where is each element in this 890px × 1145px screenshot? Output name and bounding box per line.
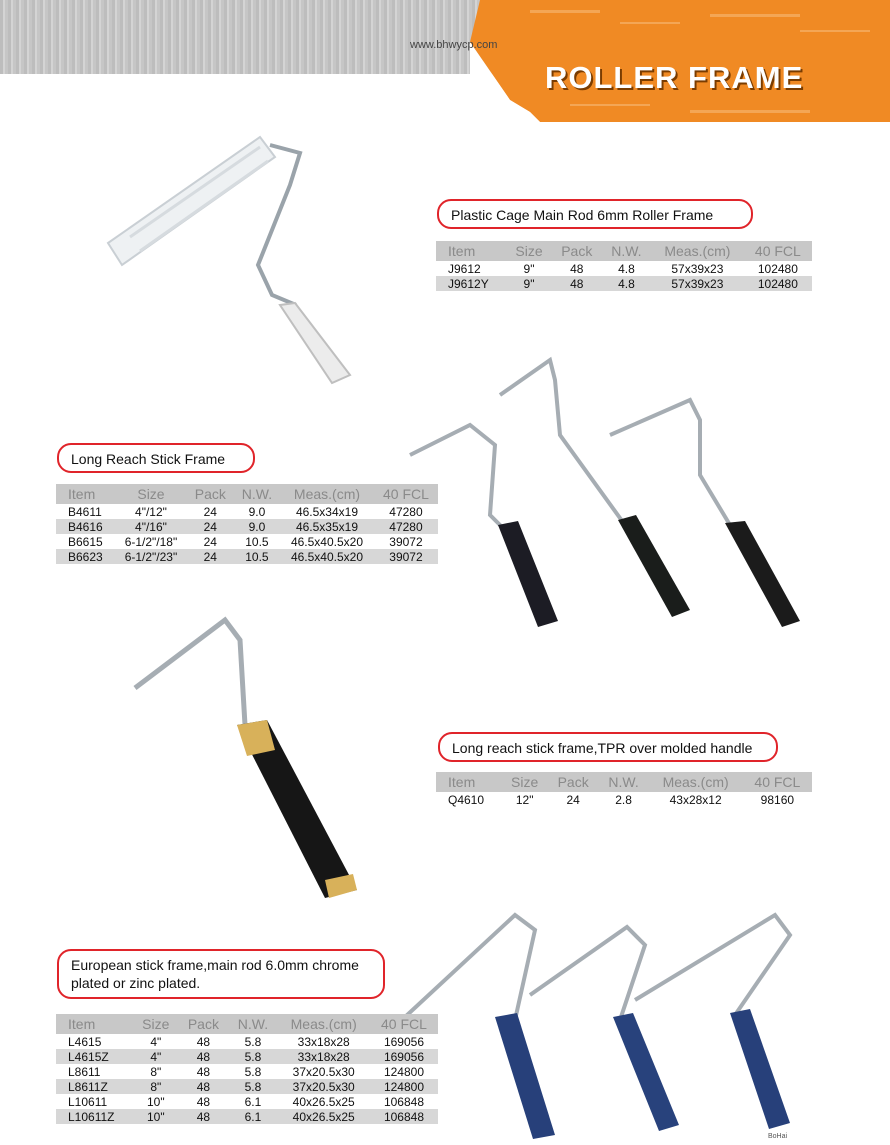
cell-nw: 6.1 <box>228 1109 277 1124</box>
col-size: Size <box>502 772 548 792</box>
col-pack: Pack <box>178 1014 228 1034</box>
cell-item: B4616 <box>56 519 115 534</box>
cell-item: L10611Z <box>56 1109 133 1124</box>
table-row <box>56 1079 438 1094</box>
col-nw: N.W. <box>234 484 280 504</box>
table-header-row <box>56 484 438 504</box>
cell-pack: 48 <box>178 1049 228 1064</box>
european-frames-image <box>395 905 815 1140</box>
cell-pack: 48 <box>178 1079 228 1094</box>
cell-pack: 24 <box>203 504 217 519</box>
footer-brand: BoHai <box>768 1133 788 1140</box>
cell-meas: 33x18x28 <box>277 1049 370 1064</box>
col-pack: Pack <box>187 484 234 504</box>
cell-item: B6615 <box>68 534 103 549</box>
cell-item: L8611 <box>68 1064 101 1079</box>
cell-pack: 24 <box>566 792 580 807</box>
col-fcl: 40 FCL <box>370 1014 438 1034</box>
cell-nw: 9.0 <box>248 504 266 519</box>
cell-fcl: 124800 <box>370 1079 438 1094</box>
spec-table-tpr-frame <box>436 772 812 807</box>
cell-meas: 40x26.5x25 <box>277 1109 370 1124</box>
cell-fcl: 47280 <box>374 519 438 534</box>
cell-meas: 46.5x34x19 <box>295 504 358 519</box>
cell-pack: 24 <box>203 534 217 549</box>
table-row <box>56 1064 438 1079</box>
col-nw: N.W. <box>602 241 651 261</box>
col-meas: Meas.(cm) <box>277 1014 370 1034</box>
cell-nw: 4.8 <box>602 276 651 291</box>
cell-pack: 24 <box>187 549 234 564</box>
cell-item: J9612 <box>448 261 481 276</box>
col-fcl: 40 FCL <box>743 772 812 792</box>
page-title: ROLLER FRAME <box>545 60 804 95</box>
cell-nw: 5.8 <box>228 1079 277 1094</box>
table-header-row <box>436 772 812 792</box>
cell-pack: 48 <box>570 261 584 276</box>
col-size: Size <box>115 484 187 504</box>
cell-nw: 2.8 <box>615 792 632 807</box>
table-row <box>56 519 438 534</box>
cell-nw: 6.1 <box>244 1094 262 1109</box>
cell-meas: 37x20.5x30 <box>292 1064 355 1079</box>
section-title-european-frame: European stick frame,main rod 6.0mm chrome plated or zinc plated. <box>57 949 385 999</box>
cell-size: 6-1/2"/18" <box>124 534 178 549</box>
cell-item: L4615 <box>68 1034 102 1049</box>
spec-table-plastic-cage <box>436 241 812 291</box>
cell-fcl: 39072 <box>389 534 423 549</box>
cell-fcl: 47280 <box>389 504 423 519</box>
table-row <box>56 1034 438 1049</box>
cell-meas: 33x18x28 <box>297 1034 350 1049</box>
col-fcl: 40 FCL <box>744 241 812 261</box>
col-fcl: 40 FCL <box>374 484 438 504</box>
cell-nw: 4.8 <box>618 261 635 276</box>
tpr-frame-image <box>125 610 365 910</box>
cell-size: 9" <box>506 276 551 291</box>
cell-item: L10611 <box>68 1094 108 1109</box>
cell-size: 4"/16" <box>115 519 187 534</box>
plastic-cage-frame-image <box>100 125 370 390</box>
cell-pack: 48 <box>178 1109 228 1124</box>
spec-table-long-reach <box>56 484 438 564</box>
cell-size: 8" <box>150 1064 162 1079</box>
table-row <box>56 1049 438 1064</box>
website-url: www.bhwycp.com <box>410 39 498 51</box>
col-pack: Pack <box>548 772 599 792</box>
cell-fcl: 102480 <box>757 261 798 276</box>
cell-pack: 48 <box>196 1094 211 1109</box>
cell-pack: 48 <box>196 1034 211 1049</box>
cell-fcl: 169056 <box>383 1034 424 1049</box>
cell-size: 12" <box>515 792 534 807</box>
cell-item: B6623 <box>56 549 115 564</box>
cell-size: 6-1/2"/23" <box>115 549 187 564</box>
table-row <box>56 504 438 519</box>
cell-pack: 24 <box>187 519 234 534</box>
long-reach-frames-image <box>400 355 820 645</box>
section-title-tpr-frame: Long reach stick frame,TPR over molded handle <box>438 732 778 762</box>
cell-meas: 57x39x23 <box>651 276 744 291</box>
col-size: Size <box>506 241 551 261</box>
table-header-row <box>436 241 812 261</box>
cell-fcl: 124800 <box>383 1064 424 1079</box>
table-row <box>56 534 438 549</box>
cell-meas: 37x20.5x30 <box>277 1079 370 1094</box>
cell-meas: 40x26.5x25 <box>292 1094 355 1109</box>
cell-fcl: 106848 <box>383 1094 424 1109</box>
cell-meas: 57x39x23 <box>671 261 724 276</box>
table-header-row <box>56 1014 438 1034</box>
cell-fcl: 98160 <box>760 792 795 807</box>
cell-meas: 46.5x40.5x20 <box>280 549 374 564</box>
col-nw: N.W. <box>599 772 649 792</box>
cell-size: 4" <box>133 1049 178 1064</box>
cell-fcl: 102480 <box>744 276 812 291</box>
cell-item: L8611Z <box>56 1079 133 1094</box>
cell-meas: 43x28x12 <box>669 792 722 807</box>
col-meas: Meas.(cm) <box>651 241 744 261</box>
col-nw: N.W. <box>228 1014 277 1034</box>
col-size: Size <box>133 1014 178 1034</box>
spec-table-european-frame <box>56 1014 438 1124</box>
cell-nw: 10.5 <box>234 549 280 564</box>
cell-item: L4615Z <box>56 1049 133 1064</box>
col-meas: Meas.(cm) <box>649 772 743 792</box>
cell-pack: 48 <box>196 1064 211 1079</box>
col-pack: Pack <box>552 241 602 261</box>
cell-item: Q4610 <box>448 792 485 807</box>
cell-nw: 9.0 <box>234 519 280 534</box>
section-title-long-reach: Long Reach Stick Frame <box>57 443 255 473</box>
cell-meas: 46.5x35x19 <box>280 519 374 534</box>
cell-fcl: 169056 <box>370 1049 438 1064</box>
cell-nw: 5.8 <box>244 1064 262 1079</box>
cell-nw: 10.5 <box>245 534 269 549</box>
cell-meas: 46.5x40.5x20 <box>290 534 363 549</box>
cell-fcl: 39072 <box>374 549 438 564</box>
cell-size: 10" <box>146 1094 165 1109</box>
col-meas: Meas.(cm) <box>280 484 374 504</box>
table-row <box>436 261 812 276</box>
cell-size: 4" <box>150 1034 162 1049</box>
table-row <box>56 1109 438 1124</box>
table-row <box>436 276 812 291</box>
col-item: Item <box>436 241 506 261</box>
section-title-plastic-cage: Plastic Cage Main Rod 6mm Roller Frame <box>437 199 753 229</box>
col-item: Item <box>436 772 502 792</box>
cell-item: B4611 <box>68 504 102 519</box>
cell-size: 10" <box>133 1109 178 1124</box>
cell-pack: 48 <box>552 276 602 291</box>
cell-fcl: 106848 <box>370 1109 438 1124</box>
cell-size: 9" <box>523 261 535 276</box>
cell-nw: 5.8 <box>228 1049 277 1064</box>
col-item: Item <box>56 1014 133 1034</box>
table-row <box>436 792 812 807</box>
table-row <box>56 549 438 564</box>
cell-nw: 5.8 <box>244 1034 262 1049</box>
col-item: Item <box>56 484 115 504</box>
cell-size: 4"/12" <box>135 504 167 519</box>
cell-item: J9612Y <box>436 276 506 291</box>
table-row <box>56 1094 438 1109</box>
cell-size: 8" <box>133 1079 178 1094</box>
